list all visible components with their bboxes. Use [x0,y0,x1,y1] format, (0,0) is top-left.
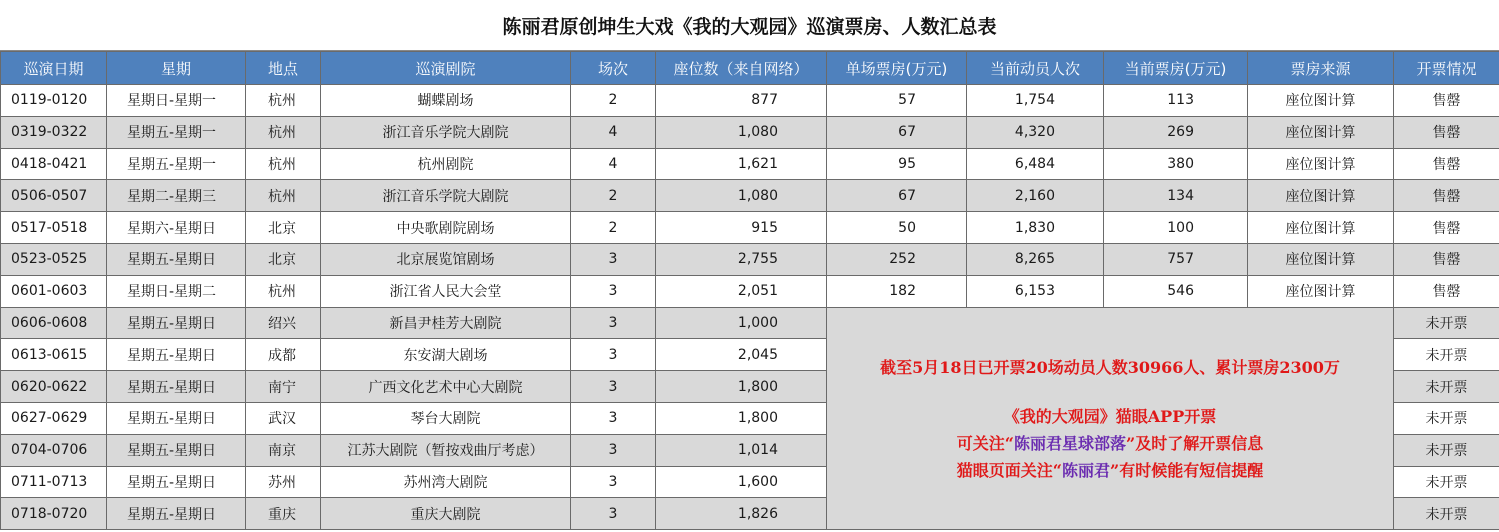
cell-weekday[interactable]: 星期六-星期日 [107,212,246,244]
cell-date[interactable]: 0718-0720 [1,498,107,530]
cell-shows[interactable]: 2 [571,212,656,244]
cell-shows[interactable]: 4 [571,116,656,148]
cell-seats[interactable]: 915 [656,212,827,244]
cell-status[interactable]: 未开票 [1394,466,1499,498]
notice-highlight: 陈丽君 [1061,461,1110,481]
cell-weekday[interactable]: 星期日-星期二 [107,275,246,307]
cell-weekday[interactable]: 星期五-星期日 [107,434,246,466]
header-status[interactable]: 开票情况 [1394,52,1499,85]
cell-box-office[interactable]: 182 [827,275,967,307]
cell-date[interactable]: 0119-0120 [1,85,107,117]
cell-status[interactable]: 售罄 [1394,275,1499,307]
cell-status[interactable]: 售罄 [1394,180,1499,212]
cell-shows[interactable]: 3 [571,307,656,339]
cell-date[interactable]: 0601-0603 [1,275,107,307]
header-date[interactable]: 巡演日期 [1,52,107,85]
cell-shows[interactable]: 4 [571,148,656,180]
cell-box-office[interactable]: 67 [827,180,967,212]
cell-seats[interactable]: 1,600 [656,466,827,498]
cell-theater[interactable]: 琴台大剧院 [321,402,571,434]
cell-city[interactable]: 成都 [246,339,321,371]
table-row [1,243,1499,275]
cell-gross[interactable]: 757 [1104,243,1248,275]
cell-gross[interactable]: 546 [1104,275,1248,307]
cell-city[interactable]: 北京 [246,212,321,244]
cell-theater[interactable]: 蝴蝶剧场 [321,85,571,117]
cell-status[interactable]: 未开票 [1394,339,1499,371]
notice-follow-tribe [957,431,1263,454]
cell-box-office[interactable]: 67 [827,116,967,148]
cell-seats[interactable]: 1,000 [656,307,827,339]
cell-city[interactable]: 绍兴 [246,307,321,339]
cell-theater[interactable]: 中央歌剧院剧场 [321,212,571,244]
cell-theater[interactable]: 江苏大剧院（暂按戏曲厅考虑） [321,434,571,466]
cell-box-office[interactable]: 95 [827,148,967,180]
cell-source[interactable]: 座位图计算 [1248,243,1394,275]
cell-seats[interactable]: 1,800 [656,371,827,403]
cell-shows[interactable]: 3 [571,371,656,403]
cell-theater[interactable]: 北京展览馆剧场 [321,243,571,275]
cell-attendance[interactable]: 6,484 [967,148,1104,180]
cell-seats[interactable]: 877 [656,85,827,117]
cell-city[interactable]: 杭州 [246,275,321,307]
cell-city[interactable]: 杭州 [246,85,321,117]
cell-date[interactable]: 0627-0629 [1,402,107,434]
cell-weekday[interactable]: 星期日-星期一 [107,85,246,117]
cell-weekday[interactable]: 星期五-星期日 [107,243,246,275]
cell-weekday[interactable]: 星期五-星期日 [107,498,246,530]
header-shows[interactable]: 场次 [571,52,656,85]
cell-box-office[interactable]: 57 [827,85,967,117]
cell-source[interactable]: 座位图计算 [1248,85,1394,117]
notice-text: ”及时了解开票信息 [1126,434,1264,454]
notice-summary: 截至5月18日已开票20场动员人数30966人、累计票房2300万 [880,358,1340,378]
cell-weekday[interactable]: 星期五-星期日 [107,466,246,498]
cell-gross[interactable]: 134 [1104,180,1248,212]
cell-source[interactable]: 座位图计算 [1248,212,1394,244]
notice-follow-maoyan [957,458,1263,481]
cell-shows[interactable]: 3 [571,402,656,434]
cell-weekday[interactable]: 星期五-星期一 [107,148,246,180]
cell-seats[interactable]: 2,045 [656,339,827,371]
cell-theater[interactable]: 苏州湾大剧院 [321,466,571,498]
cell-date[interactable]: 0517-0518 [1,212,107,244]
notice-text: ”有时候能有短信提醒 [1110,461,1264,481]
cell-theater[interactable]: 杭州剧院 [321,148,571,180]
tour-summary-table [0,51,1499,530]
cell-attendance[interactable]: 6,153 [967,275,1104,307]
notice-maoyan: 《我的大观园》猫眼APP开票 [1003,407,1217,427]
cell-status[interactable]: 未开票 [1394,402,1499,434]
cell-status[interactable]: 未开票 [1394,371,1499,403]
cell-city[interactable]: 北京 [246,243,321,275]
cell-theater[interactable]: 重庆大剧院 [321,498,571,530]
sheet-title: 陈丽君原创坤生大戏《我的大观园》巡演票房、人数汇总表 [0,0,1499,51]
cell-attendance[interactable]: 4,320 [967,116,1104,148]
cell-shows[interactable]: 3 [571,434,656,466]
cell-seats[interactable]: 2,755 [656,243,827,275]
cell-gross[interactable]: 113 [1104,85,1248,117]
cell-date[interactable]: 0613-0615 [1,339,107,371]
cell-date[interactable]: 0418-0421 [1,148,107,180]
cell-date[interactable]: 0506-0507 [1,180,107,212]
cell-shows[interactable]: 3 [571,466,656,498]
header-theater[interactable]: 巡演剧院 [321,52,571,85]
cell-gross[interactable]: 100 [1104,212,1248,244]
notice-text: 猫眼页面关注“ [956,461,1062,481]
cell-shows[interactable]: 3 [571,498,656,530]
cell-weekday[interactable]: 星期五-星期一 [107,116,246,148]
cell-theater[interactable]: 浙江音乐学院大剧院 [321,116,571,148]
table-row [1,148,1499,180]
header-source[interactable]: 票房来源 [1248,52,1394,85]
header-box-office-per-show[interactable]: 单场票房(万元) [827,52,967,85]
cell-city[interactable]: 杭州 [246,148,321,180]
cell-attendance[interactable]: 2,160 [967,180,1104,212]
cell-city[interactable]: 杭州 [246,180,321,212]
cell-source[interactable]: 座位图计算 [1248,180,1394,212]
table-row [1,307,1499,339]
cell-gross[interactable]: 269 [1104,116,1248,148]
cell-status[interactable]: 售罄 [1394,148,1499,180]
header-city[interactable]: 地点 [246,52,321,85]
cell-date[interactable]: 0523-0525 [1,243,107,275]
notice-highlight: 陈丽君星球部落 [1013,434,1126,454]
table-row [1,275,1499,307]
cell-seats[interactable]: 1,080 [656,116,827,148]
cell-date[interactable]: 0711-0713 [1,466,107,498]
table-row [1,212,1499,244]
cell-theater[interactable]: 广西文化艺术中心大剧院 [321,371,571,403]
cell-seats[interactable]: 1,621 [656,148,827,180]
cell-status[interactable]: 售罄 [1394,116,1499,148]
cell-source[interactable]: 座位图计算 [1248,116,1394,148]
table-row [1,116,1499,148]
cell-gross[interactable]: 380 [1104,148,1248,180]
cell-weekday[interactable]: 星期二-星期三 [107,180,246,212]
notice-text: 可关注“ [956,434,1014,454]
cell-shows[interactable]: 2 [571,85,656,117]
cell-shows[interactable]: 2 [571,180,656,212]
cell-status[interactable]: 未开票 [1394,434,1499,466]
cell-city[interactable]: 武汉 [246,402,321,434]
cell-seats[interactable]: 2,051 [656,275,827,307]
cell-theater[interactable]: 东安湖大剧场 [321,339,571,371]
cell-weekday[interactable]: 星期五-星期日 [107,371,246,403]
cell-city[interactable]: 苏州 [246,466,321,498]
cell-attendance[interactable]: 1,754 [967,85,1104,117]
header-gross[interactable]: 当前票房(万元) [1104,52,1248,85]
cell-date[interactable]: 0704-0706 [1,434,107,466]
header-attendance[interactable]: 当前动员人次 [967,52,1104,85]
cell-seats[interactable]: 1,826 [656,498,827,530]
cell-attendance[interactable]: 8,265 [967,243,1104,275]
cell-source[interactable]: 座位图计算 [1248,275,1394,307]
cell-source[interactable]: 座位图计算 [1248,148,1394,180]
ticketing-notice [827,307,1394,530]
cell-theater[interactable]: 浙江音乐学院大剧院 [321,180,571,212]
cell-city[interactable]: 杭州 [246,116,321,148]
cell-weekday[interactable]: 星期五-星期日 [107,307,246,339]
cell-date[interactable]: 0319-0322 [1,116,107,148]
cell-seats[interactable]: 1,014 [656,434,827,466]
cell-weekday[interactable]: 星期五-星期日 [107,339,246,371]
cell-weekday[interactable]: 星期五-星期日 [107,402,246,434]
table-row [1,85,1499,117]
cell-box-office[interactable]: 50 [827,212,967,244]
cell-shows[interactable]: 3 [571,339,656,371]
cell-status[interactable]: 未开票 [1394,307,1499,339]
cell-seats[interactable]: 1,800 [656,402,827,434]
cell-theater[interactable]: 新昌尹桂芳大剧院 [321,307,571,339]
cell-status[interactable]: 售罄 [1394,85,1499,117]
cell-attendance[interactable]: 1,830 [967,212,1104,244]
cell-status[interactable]: 未开票 [1394,498,1499,530]
header-weekday[interactable]: 星期 [107,52,246,85]
cell-shows[interactable]: 3 [571,275,656,307]
cell-theater[interactable]: 浙江省人民大会堂 [321,275,571,307]
header-seats[interactable]: 座位数（来自网络） [656,52,827,85]
cell-date[interactable]: 0620-0622 [1,371,107,403]
cell-status[interactable]: 售罄 [1394,212,1499,244]
cell-shows[interactable]: 3 [571,243,656,275]
table-row [1,180,1499,212]
cell-city[interactable]: 重庆 [246,498,321,530]
header-row [1,52,1499,85]
cell-seats[interactable]: 1,080 [656,180,827,212]
cell-date[interactable]: 0606-0608 [1,307,107,339]
cell-box-office[interactable]: 252 [827,243,967,275]
cell-city[interactable]: 南京 [246,434,321,466]
cell-city[interactable]: 南宁 [246,371,321,403]
cell-status[interactable]: 售罄 [1394,243,1499,275]
